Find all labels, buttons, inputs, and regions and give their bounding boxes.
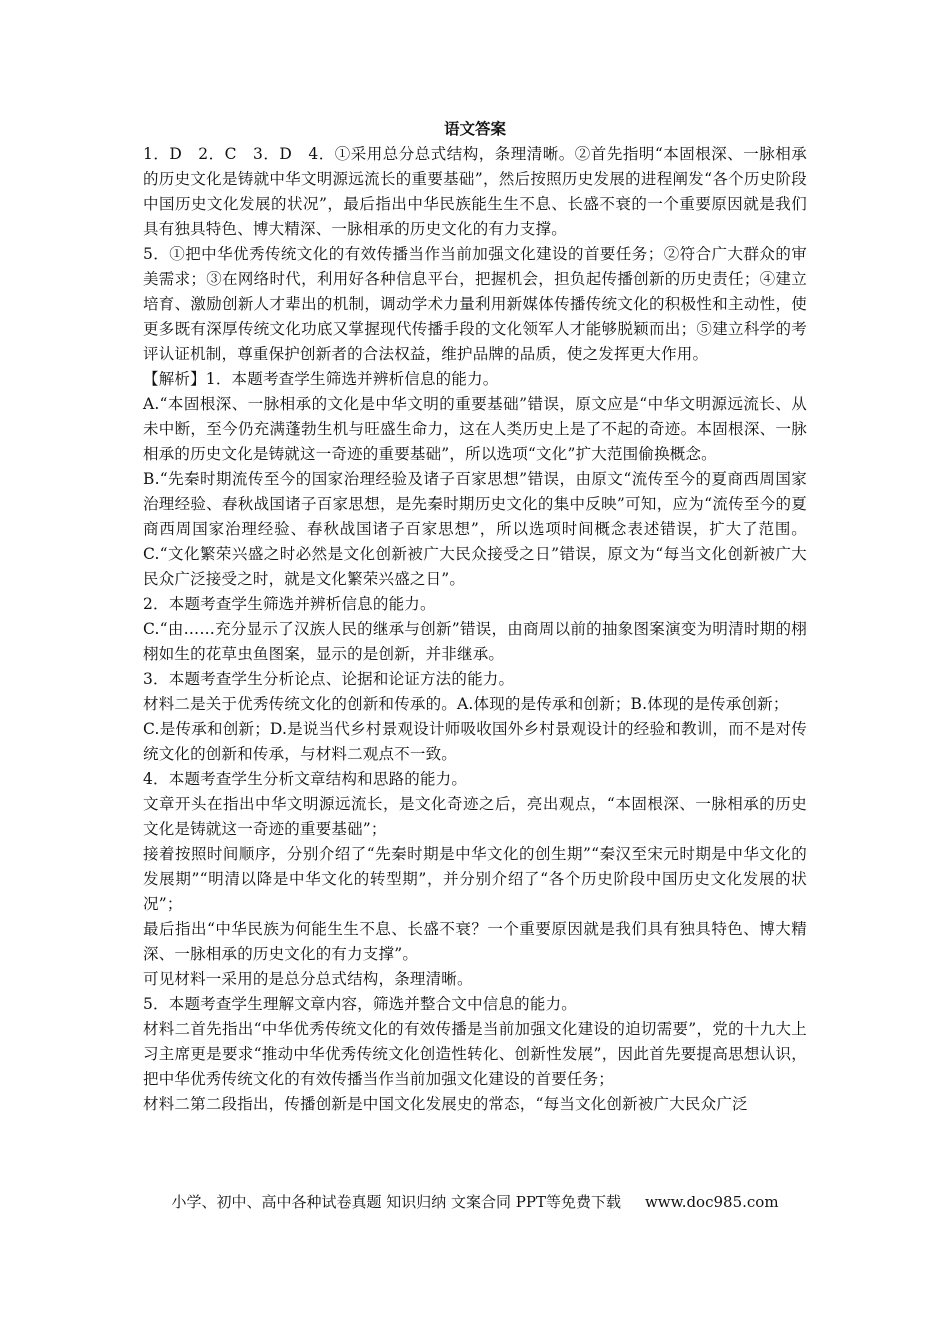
analysis-q2-option-c: C.“由……充分显示了汉族人民的继承与创新”错误，由商周以前的抽象图案演变为明清时期的栩栩如生的花草虫鱼图案，显示的是创新，并非继承。: [143, 620, 807, 663]
footer-site-link[interactable]: www.doc985.com: [644, 1193, 779, 1211]
analysis-q5-heading: 5．本题考查学生理解文章内容，筛选并整合文中信息的能力。: [143, 995, 577, 1013]
analysis-q5-text-1: 材料二首先指出“中华优秀传统文化的有效传播是当前加强文化建设的迫切需要”，党的十九大上习主席更是要求“推动中华优秀传统文化创造性转化、创新性发展”，因此首先要提高思想认识，把中华优秀传统文化的有效传播当作当前加强文化建设的首要任务；: [143, 1020, 807, 1088]
answer-summary-1-4: 1．D 2．C 3．D 4．①采用总分总式结构，条理清晰。②首先指明“本固根深、一脉相承的历史文化是铸就中华文明源远流长的重要基础”，然后按照历史发展的进程阐发“各个历史阶段中国历史文化发展的状况”，最后指出中华民族能生生不息、长盛不衰的一个重要原因就是我们具有独具特色、博大精深、一脉相承的历史文化的有力支撑。: [143, 145, 807, 238]
document-title: 语文答案: [443, 119, 506, 138]
analysis-q5-text-2: 材料二第二段指出，传播创新是中国文化发展史的常态，“每当文化创新被广大民众广泛: [143, 1095, 748, 1113]
document-body: [143, 118, 807, 1117]
analysis-q3-heading: 3．本题考查学生分析论点、论据和论证方法的能力。: [143, 670, 515, 688]
analysis-q1-heading: 【解析】1．本题考查学生筛选并辨析信息的能力。: [143, 370, 499, 388]
analysis-q3-text-1: 材料二是关于优秀传统文化的创新和传承的。A.体现的是传承和创新；B.体现的是传承创新；: [143, 695, 789, 713]
analysis-q4-conclusion: 可见材料一采用的是总分总式结构，条理清晰。: [143, 970, 473, 988]
analysis-q4-text-2: 接着按照时间顺序，分别介绍了“先秦时期是中华文化的创生期”“秦汉至宋元时期是中华文化的发展期”“明清以降是中华文化的转型期”，并分别介绍了“各个历史阶段中国历史文化发展的状况”；: [143, 845, 807, 913]
answer-5: 5．①把中华优秀传统文化的有效传播当作当前加强文化建设的首要任务；②符合广大群众的审美需求；③在网络时代，利用好各种信息平台，把握机会，担负起传播创新的历史责任；④建立培育、激励创新人才辈出的机制，调动学术力量利用新媒体传播传统文化的积极性和主动性，使更多既有深厚传统文化功底又掌握现代传播手段的文化领军人才能够脱颖而出；⑤建立科学的考评认证机制，尊重保护创新者的合法权益，维护品牌的品质，使之发挥更大作用。: [143, 245, 807, 363]
analysis-q4-text-3: 最后指出“中华民族为何能生生不息、长盛不衰？一个重要原因就是我们具有独具特色、博大精深、一脉相承的历史文化的有力支撑”。: [143, 920, 807, 963]
analysis-q1-option-a: A.“本固根深、一脉相承的文化是中华文明的重要基础”错误，原文应是“中华文明源远流长、从未中断，至今仍充满蓬勃生机与旺盛生命力，这在人类历史上是了不起的奇迹。本固根深、一脉相承的历史文化是铸就这一奇迹的重要基础”，所以选项“文化”扩大范围偷换概念。: [143, 395, 807, 463]
footer-text: 小学、初中、高中各种试卷真题 知识归纳 文案合同 PPT等免费下载: [171, 1193, 621, 1211]
analysis-q3-text-2: C.是传承和创新；D.是说当代乡村景观设计师吸收国外乡村景观设计的经验和教训，而不是对传统文化的创新和传承，与材料二观点不一致。: [143, 720, 807, 763]
page-footer: [0, 1192, 950, 1212]
analysis-q2-heading: 2．本题考查学生筛选并辨析信息的能力。: [143, 595, 436, 613]
analysis-q4-heading: 4．本题考查学生分析文章结构和思路的能力。: [143, 770, 468, 788]
analysis-q1-option-b-c: B.“先秦时期流传至今的国家治理经验及诸子百家思想”错误，由原文“流传至今的夏商西周国家治理经验、春秋战国诸子百家思想，是先秦时期历史文化的集中反映”可知，应为“流传至今的夏商西周国家治理经验、春秋战国诸子百家思想”，所以选项时间概念表述错误，扩大了范围。C.“文化繁荣兴盛之时必然是文化创新被广大民众接受之日”错误，原文为“每当文化创新被广大民众广泛接受之时，就是文化繁荣兴盛之日”。: [143, 470, 807, 588]
analysis-q4-text-1: 文章开头在指出中华文明源远流长，是文化奇迹之后，亮出观点，“本固根深、一脉相承的历史文化是铸就这一奇迹的重要基础”；: [143, 795, 807, 838]
